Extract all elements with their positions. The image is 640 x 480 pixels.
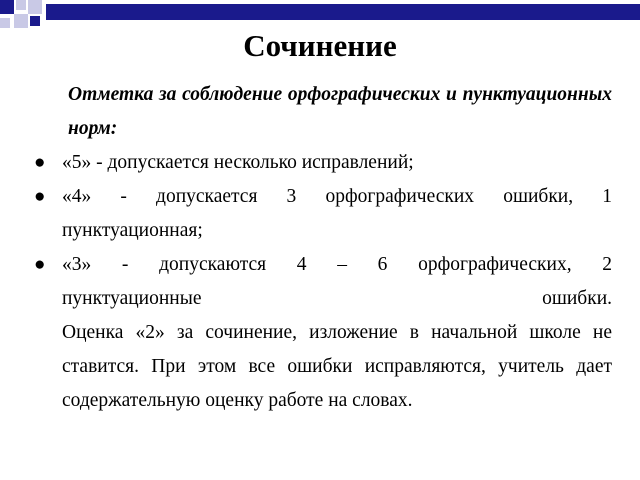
list-item-text: «4» - допускается 3 орфографических ошибки, 1 пунктуационная; — [62, 186, 612, 241]
bullet-icon: ● — [34, 254, 46, 275]
slide-title: Сочинение — [243, 28, 397, 63]
grading-list — [34, 146, 612, 316]
list-item — [34, 248, 612, 316]
list-item-text: «5» - допускается несколько исправлений; — [62, 152, 414, 173]
list-item — [34, 146, 612, 180]
top-bar — [46, 4, 640, 20]
bullet-icon: ● — [34, 186, 46, 207]
subheading: Отметка за соблюдение орфографических и пунктуационных норм: — [68, 84, 612, 139]
bullet-icon: ● — [34, 152, 46, 173]
note-paragraph: Оценка «2» за сочинение, изложение в начальной школе не ставится. При этом все ошибки исправляются, учитель дает содержательную оценку работе на словах. — [62, 322, 612, 411]
slide-content — [34, 78, 612, 418]
list-item-text: «3» - допускаются 4 – 6 орфографических, 2 — [62, 254, 612, 275]
list-item-text: пунктуационные ошибки. — [62, 288, 612, 309]
list-item — [34, 180, 612, 248]
